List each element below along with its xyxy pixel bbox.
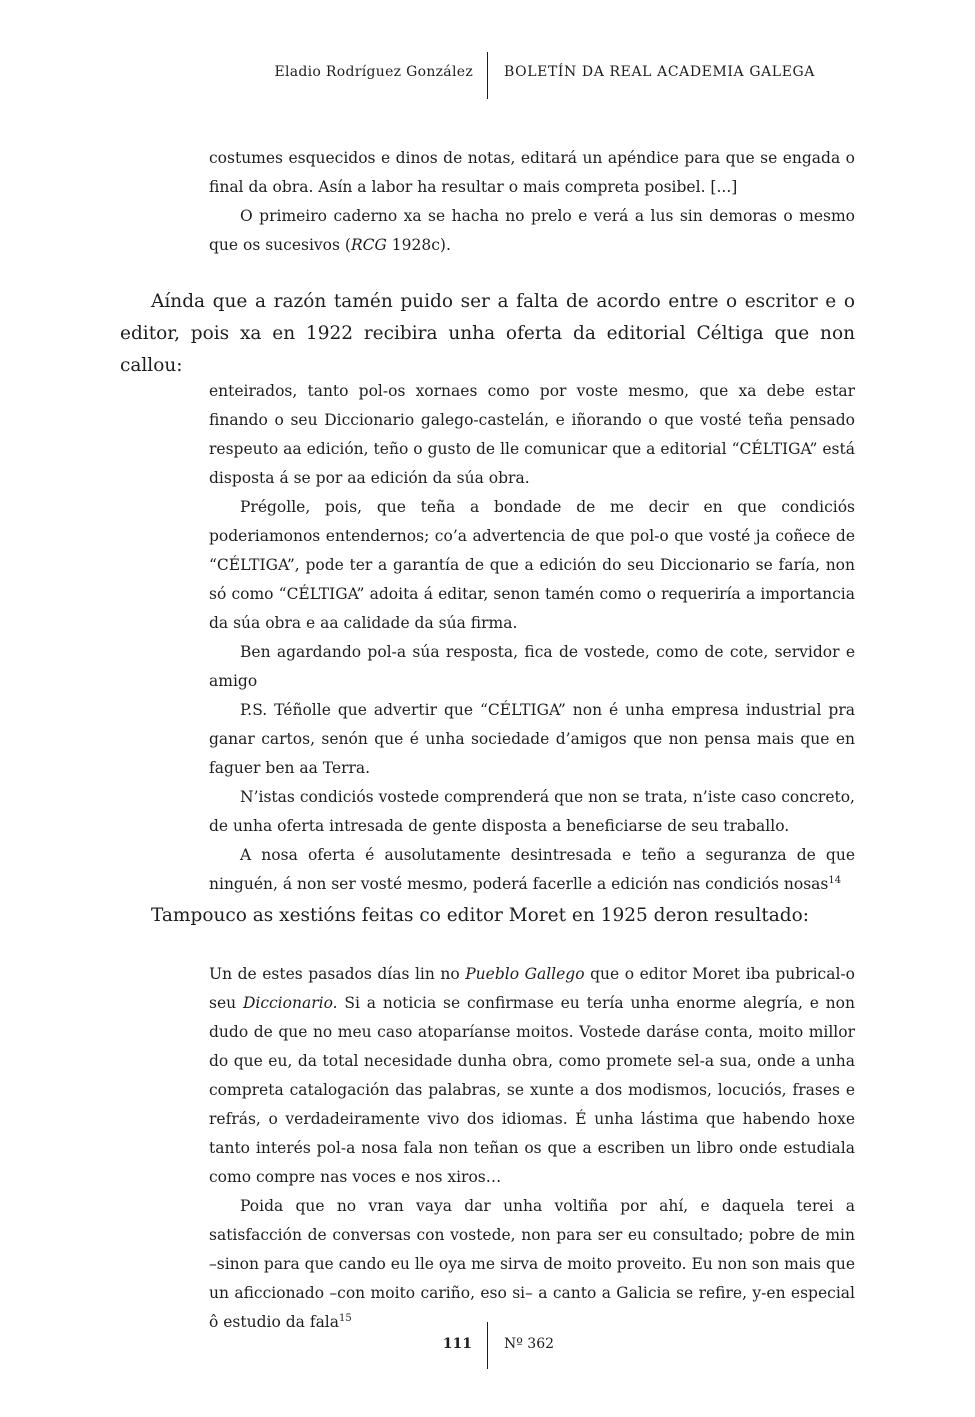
header-journal-title: BOLETÍN DA REAL ACADEMIA GALEGA <box>504 64 816 80</box>
quote-2-paragraph-4: P.S. Téñolle que advertir que “CÉLTIGA” non é unha empresa industrial pra ganar cartos, senón que é unha sociedade d’amigos que non pensa mais que en faguer ben aa Terra. <box>209 701 855 777</box>
footnote-ref-15[interactable]: 15 <box>339 1313 352 1324</box>
issue-number: Nº 362 <box>504 1336 555 1352</box>
body-paragraph-1-text: Aínda que a razón tamén puido ser a falta de acordo entre o escritor e o editor, pois xa en 1922 recibira unha oferta da editorial Céltiga que non callou: <box>120 291 855 376</box>
quote-2-paragraph-3: Ben agardando pol-a súa resposta, fica de vostede, como de cote, servidor e amigo <box>209 643 855 690</box>
quote-2-paragraph-1: enteirados, tanto pol-os xornaes como por voste mesmo, que xa debe estar finando o seu Diccionario galego-castelán, e iñorando o que vosté teña pensado respeuto aa edición, teño o gusto de lle comunicar que a editorial “CÉLTIGA” está disposta á se por aa edición da súa obra. <box>209 382 855 487</box>
citation-abbrev: RCG <box>350 236 387 254</box>
quote-2-paragraph-2: Prégolle, pois, que teña a bondade de me decir en que condiciós poderiamonos entendernos; co’a advertencia de que pol-o que vosté ja coñece de “CÉLTIGA”, pode ter a garantía de que a edición do seu Diccionario se faría, non só como “CÉLTIGA” adoita á editar, senon tamén como o requeriría a importancia da súa obra e aa calidade da súa firma. <box>209 498 855 632</box>
quote-3-paragraph-2-text: Poida que no vran vaya dar unha voltiña por ahí, e daquela terei a satisfacción de conversas con vostede, non para ser eu consultado; pobre de min –sinon para que cando eu lle oya me sirva de moito proveito. Eu non son mais que un aficcionado –con moito cariño, eso si– a canto a Galicia se refire, y-en especial ô estudio da fala <box>209 1197 855 1331</box>
quote-2-paragraph-5: N’istas condiciós vostede comprenderá que non se trata, n’iste caso concreto, de unha oferta intresada de gente disposta a beneficiarse de seu traballo. <box>209 788 855 835</box>
quote-3-text-b: que o editor Moret iba pubrical-o seu <box>209 965 856 1012</box>
quote-block-1 <box>209 144 855 260</box>
quote-2-paragraph-6 <box>209 841 855 899</box>
quote-3-text-c: Si a noticia se confirmase eu tería unha enorme alegría, e non dudo de que no meu caso atoparíanse moitos. Vostede daráse conta, moito millor do que eu, da total necesidade dunha obra, como promete sel-a sua, onde a unha compreta catalogación das palabras, se xunte a dos modismos, locuciós, frases e refrás, o verdadeiramente vivo dos idiomas. É unha lástima que habendo hoxe tanto interés pol-a nosa fala non teñan os que a escriben un libro onde estudiala como compre nas voces e nos xiros… <box>209 994 855 1186</box>
header-author: Eladio Rodríguez González <box>274 64 473 80</box>
quote-1-citation-year: 1928c). <box>386 236 451 254</box>
footer-divider <box>487 1322 488 1369</box>
quote-3-text-a: Un de estes pasados días lin no <box>209 965 466 983</box>
quote-3-paragraph-1 <box>209 960 855 1192</box>
quote-1-paragraph-2 <box>209 202 855 260</box>
quote-1-text: O primeiro caderno xa se hacha no prelo e verá a lus sin demoras o mesmo que os sucesivos ( <box>209 207 855 254</box>
quote-block-3 <box>209 960 855 1337</box>
work-title: Diccionario. <box>242 994 338 1012</box>
quote-3-paragraph-2 <box>209 1192 855 1337</box>
footnote-ref-14[interactable]: 14 <box>828 875 842 886</box>
body-paragraph-2-text: Tampouco as xestións feitas co editor Moret en 1925 deron resultado: <box>151 905 809 926</box>
quote-block-2 <box>209 377 855 899</box>
page-number: 111 <box>442 1336 472 1352</box>
quote-2-paragraph-6-text: A nosa oferta é ausolutamente desintresada e teño a seguranza de que ninguén, á non ser vosté mesmo, poderá facerlle a edición nas condiciós nosas <box>209 846 855 893</box>
quote-1-paragraph-1: costumes esquecidos e dinos de notas, editará un apéndice para que se engada o final da obra. Asín a labor ha resultar o mais compreta posibel. [...] <box>209 149 855 196</box>
body-paragraph-1 <box>120 286 855 382</box>
body-paragraph-2 <box>120 900 855 932</box>
header-divider <box>487 52 488 99</box>
newspaper-title: Pueblo Gallego <box>465 965 585 983</box>
